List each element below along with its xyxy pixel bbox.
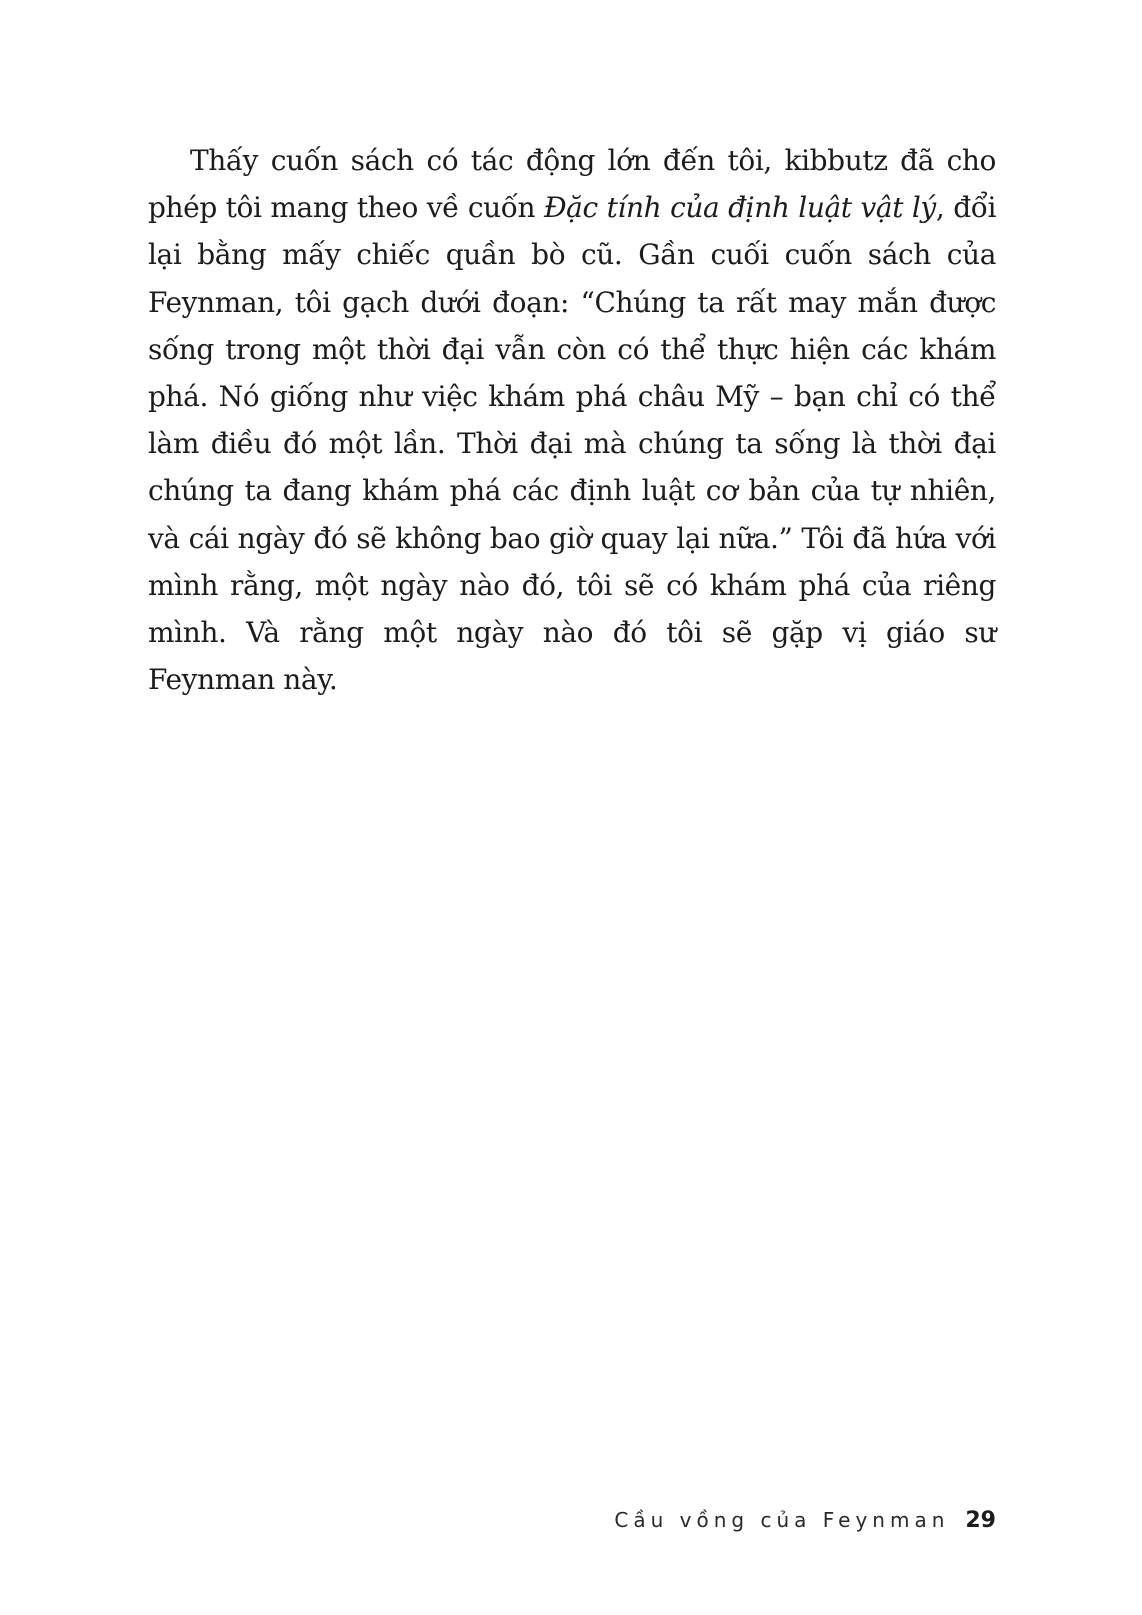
- book-title: Đặc tính của định luật vật lý: [543, 191, 936, 225]
- body-paragraph: [148, 137, 996, 703]
- paragraph-text-before-title: Thấy cuốn sách có tác động lớn đến tôi, kibbutz đã cho phép tôi mang theo về cuốn: [148, 144, 996, 225]
- page-footer: [614, 1502, 996, 1538]
- page-number: 29: [965, 1507, 996, 1533]
- running-title: Cầu vồng của Feynman: [614, 1508, 950, 1532]
- paragraph-text-after-title: , đổi lại bằng mấy chiếc quần bò cũ. Gần cuối cuốn sách của Feynman, tôi gạch dưới đoạn: “Chúng ta rất may mắn được sống trong một thời đại vẫn còn có thể thực hiện các khám phá. Nó giống như việc khám phá châu Mỹ – bạn chỉ có thể làm điều đó một lần. Thời đại mà chúng ta sống là thời đại chúng ta đang khám phá các định luật cơ bản của tự nhiên, và cái ngày đó sẽ không bao giờ quay lại nữa.” Tôi đã hứa với mình rằng, một ngày nào đó, tôi sẽ có khám phá của riêng mình. Và rằng một ngày nào đó tôi sẽ gặp vị giáo sư Feynman này.: [148, 191, 997, 697]
